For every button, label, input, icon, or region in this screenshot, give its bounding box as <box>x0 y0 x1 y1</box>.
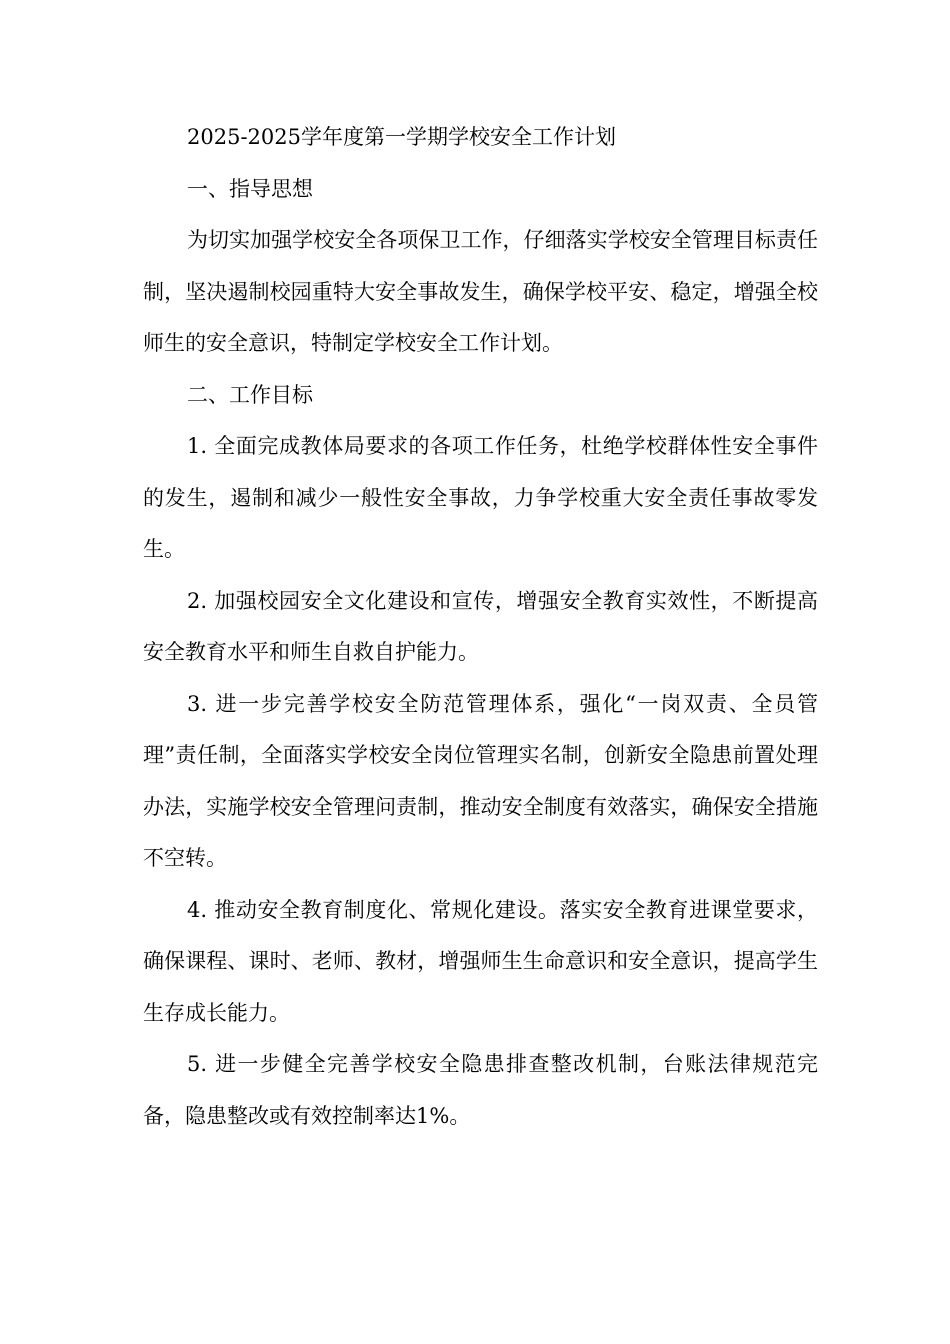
goal-item-2: 2. 加强校园安全文化建设和宣传，增强安全教育实效性，不断提高安全教育水平和师生自救自护能力。 <box>143 588 818 664</box>
document-title: 2025-2025学年度第一学期学校安全工作计划 <box>187 125 616 149</box>
section-heading-guiding-ideology: 一、指导思想 <box>187 176 313 201</box>
goal-item-3: 3. 进一步完善学校安全防范管理体系，强化“一岗双责、全员管理”责任制，全面落实学校安全岗位管理实名制，创新安全隐患前置处理办法，实施学校安全管理问责制，推动安全制度有效落实，确保安全措施不空转。 <box>143 691 818 870</box>
goal-item-1: 1. 全面完成教体局要求的各项工作任务，杜绝学校群体性安全事件的发生，遏制和减少一般性安全事故，力争学校重大安全责任事故零发生。 <box>143 434 818 561</box>
goal-item-4: 4. 推动安全教育制度化、常规化建设。落实安全教育进课堂要求，确保课程、课时、老师、教材，增强师生生命意识和安全意识，提高学生生存成长能力。 <box>143 897 818 1025</box>
goal-item-5: 5. 进一步健全完善学校安全隐患排查整改机制，台账法律规范完备，隐患整改或有效控制率达1%。 <box>143 1052 818 1128</box>
section-heading-work-goals: 二、工作目标 <box>187 382 313 407</box>
guiding-ideology-paragraph: 为切实加强学校安全各项保卫工作，仔细落实学校安全管理目标责任制，坚决遏制校园重特大安全事故发生，确保学校平安、稳定，增强全校师生的安全意识，特制定学校安全工作计划。 <box>143 228 818 355</box>
document-page <box>143 112 818 1142</box>
